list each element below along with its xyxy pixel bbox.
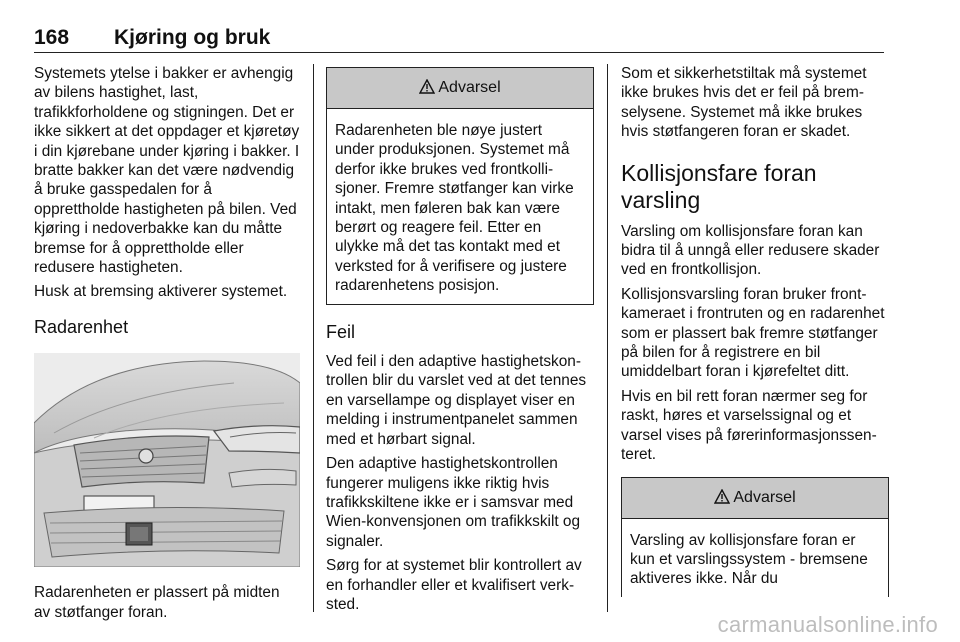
section-heading-kollisjonsfare: Kollisjonsfare foran varsling	[621, 159, 817, 213]
paragraph: Ved feil i den adaptive hastighetskontrollen blir du varslet ved at det tennes en varsellampe og displayet viser en melding i instrumentpanelet sammen med et hørbart signal.	[326, 353, 587, 448]
page-header	[34, 22, 884, 53]
paragraph: Som et sikkerhetstiltak må systemet ikke brukes hvis det er feil på bremselysene. Systemet må ikke brukes hvis støtfangeren foran er skadet.	[621, 65, 867, 141]
column-left	[34, 64, 300, 627]
column-middle	[326, 64, 594, 619]
warning-icon	[419, 68, 435, 108]
warning-title: Advarsel	[733, 488, 796, 506]
column-right	[621, 64, 889, 597]
paragraph: Den adaptive hastighetskontrollen fungerer muligens ikke riktig hvis trafikkskiltene ikke er i samsvar med Wien-konvensjonen om trafikkskilt og signaler.	[326, 455, 581, 550]
column-divider	[607, 64, 608, 612]
warning-box	[326, 67, 594, 305]
warning-icon	[714, 478, 730, 518]
column-divider	[313, 64, 314, 612]
paragraph: Husk at bremsing aktiverer systemet.	[34, 283, 288, 301]
warning-header	[622, 478, 888, 519]
watermark: carmanualsonline.info	[717, 612, 938, 637]
warning-title: Advarsel	[438, 79, 501, 96]
car-front-illustration	[34, 353, 300, 567]
warning-header	[327, 68, 593, 109]
paragraph: Hvis en bil rett foran nærmer seg for raskt, høres et varselssignal og et varsel vises på førerinformasjonssenteret.	[621, 387, 877, 464]
car-front-drawing	[34, 353, 300, 567]
section-heading-feil: Feil	[326, 321, 356, 342]
section-heading-radarenhet: Radarenhet	[34, 316, 129, 337]
paragraph: Kollisjonsvarsling foran bruker frontkameraet i frontruten og en radarenhet som er plassert bak fremre støtfanger på bilen for å registrere en bil umiddelbart foran i kjørefeltet ditt.	[621, 285, 885, 381]
warning-body	[622, 519, 888, 597]
warning-text: Radarenheten ble nøye justert under produksjonen. Systemet må derfor ikke brukes ved frontkollisjoner. Fremre støtfanger kan virke intakt, men føleren bak kan være berørt og reagere feil. Etter en ulykke må det tas kontakt med et verksted for å verifisere og justere radarenhetens posisjon.	[335, 122, 574, 295]
paragraph: Sørg for at systemet blir kontrollert av en forhandler eller et kvalifisert verksted.	[326, 557, 582, 613]
paragraph: Systemets ytelse i bakker er avhengig av bilens hastighet, last, trafikkforholdene og stigningen. Det er ikke sikkert at det oppdager et kjøretøy i din kjørebane under kjøring i bakker. I bratte bakker kan det være nødvendig å bruke gasspedalen for å opprettholde hastigheten på bilen. Ved kjøring i nedoverbakke kan du måtte bremse for å opprettholde eller redusere hastigheten.	[34, 65, 300, 277]
figure-caption: Radarenheten er plassert på midten av støtfanger foran.	[34, 584, 280, 621]
page-number: 168	[34, 26, 70, 49]
warning-body	[327, 109, 593, 304]
warning-box	[621, 477, 889, 597]
page-title: Kjøring og bruk	[114, 26, 271, 49]
warning-text: Varsling av kollisjonsfare foran er kun et varslingssystem - bremsene aktiveres ikke. Når du	[630, 531, 868, 588]
paragraph: Varsling om kollisjonsfare foran kan bidra til å unngå eller redusere skader ved en frontkollisjon.	[621, 222, 880, 279]
